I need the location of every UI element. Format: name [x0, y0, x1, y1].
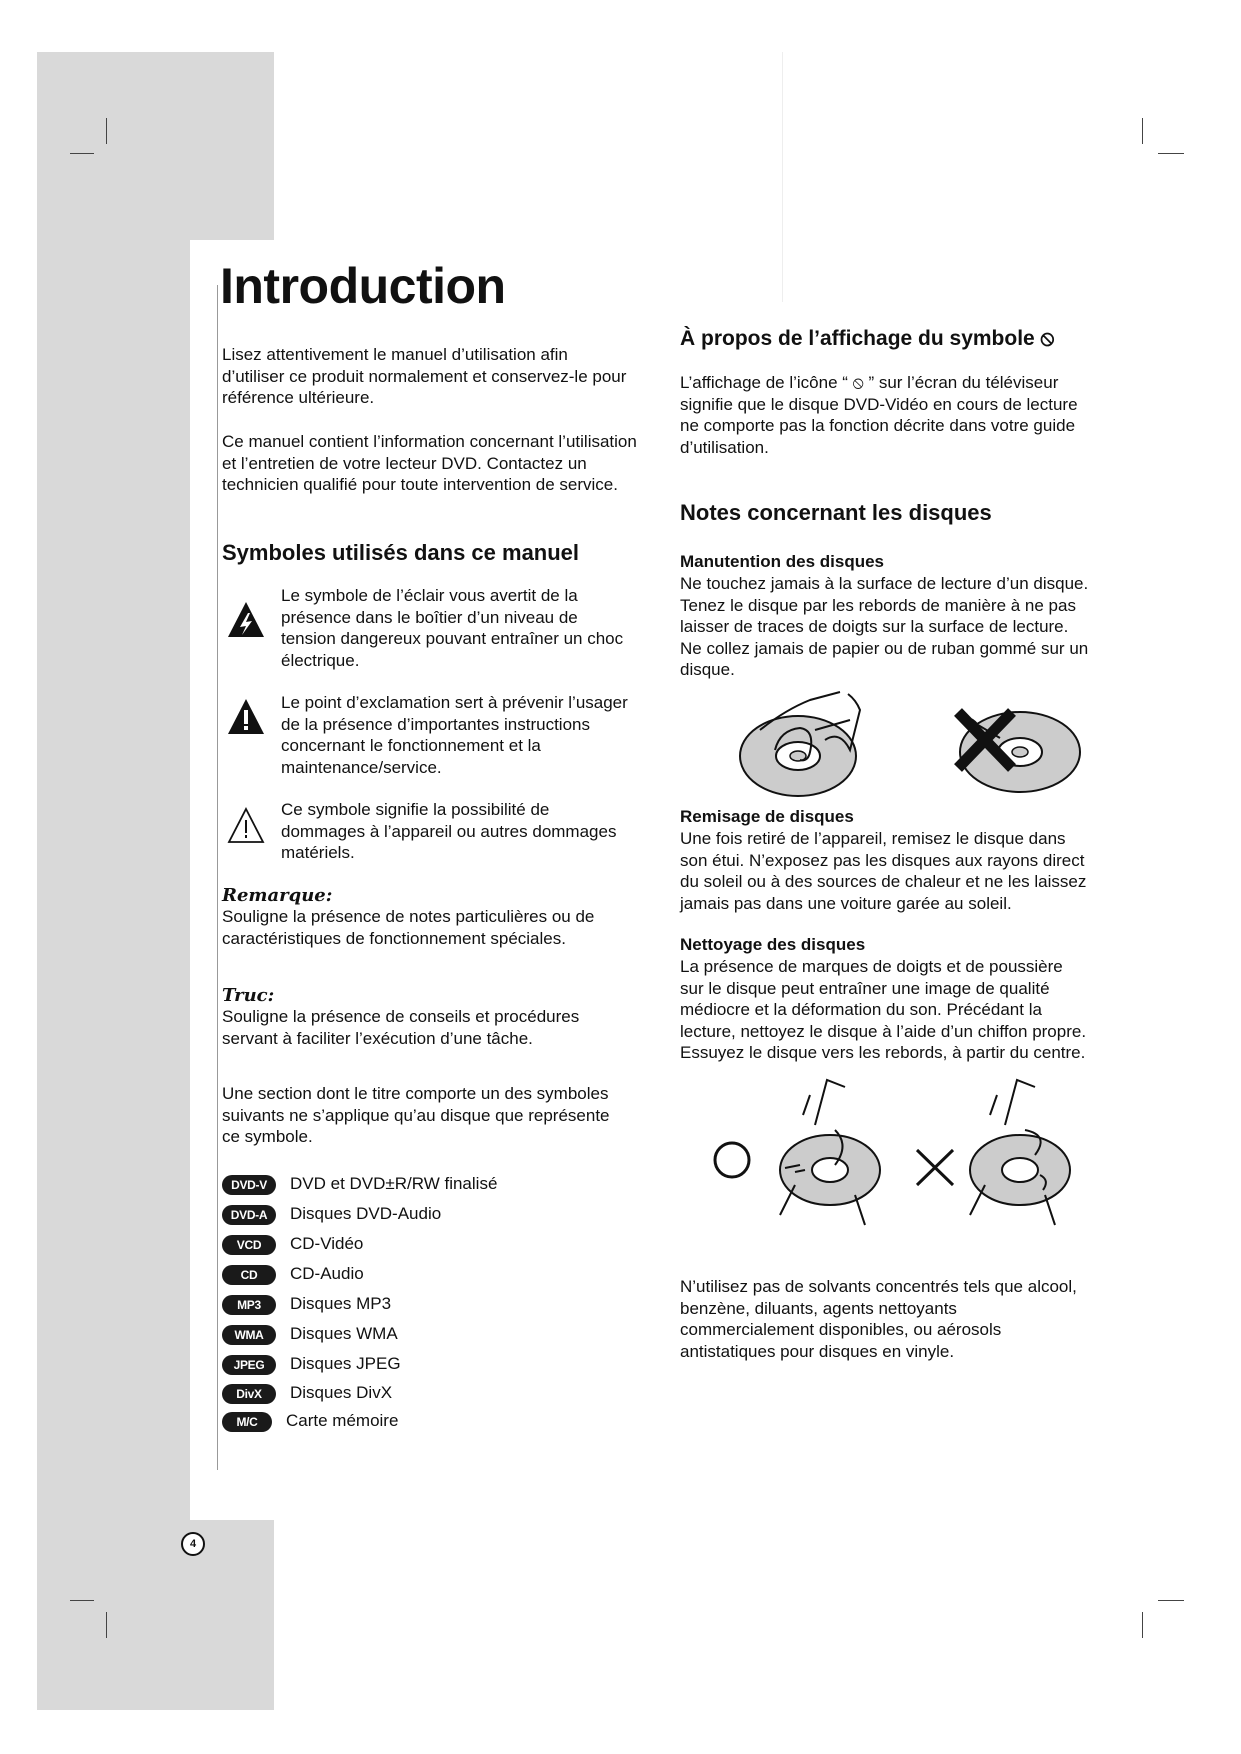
about-symbol-heading: À propos de l’affichage du symbole ⦸ [680, 327, 1055, 350]
disc-cleaning-illustration [705, 1075, 1105, 1235]
lightning-description: Le symbole de l’éclair vous avertit de la présence dans le boîtier d’un niveau de tension dangereux pouvant entraîner un choc électrique. [281, 586, 624, 670]
memory-card-badge: M/C [222, 1412, 272, 1432]
crop-mark [106, 1612, 107, 1638]
crop-mark [1142, 118, 1143, 144]
margin-panel-top [37, 52, 274, 240]
disc-handling-illustration [730, 690, 1110, 805]
truc-text: Souligne la présence de conseils et procédures servant à faciliter l’exécution d’une tâche. [222, 1007, 580, 1048]
crop-mark [70, 153, 94, 154]
exclamation-warning-icon [226, 697, 266, 737]
disc-type-label: DVD et DVD±R/RW finalisé [290, 1174, 498, 1193]
crop-mark [1158, 1600, 1184, 1601]
dvd-v-badge: DVD-V [222, 1175, 276, 1195]
solvents-note: N’utilisez pas de solvants concentrés tels que alcool, benzène, diluants, agents nettoyants commercialement disponibles, ou aérosols antistatiques pour disques en vinyle. [680, 1277, 1077, 1361]
page-title: Introduction [220, 258, 506, 314]
crop-mark [70, 1600, 94, 1601]
handling-text: Ne touchez jamais à la surface de lecture d’un disque. Tenez le disque par les rebords de manière à ne pas laisser de traces de doigts sur la surface de lecture. Ne collez jamais de papier ou de ruban gommé sur un disque. [680, 574, 1089, 679]
remarque-text: Souligne la présence de notes particulières ou de caractéristiques de fonctionnement spéciales. [222, 907, 595, 948]
crop-mark [106, 118, 107, 144]
intro-paragraph-1: Lisez attentivement le manuel d’utilisation afin d’utiliser ce produit normalement et conservez-le pour référence ultérieure. [222, 345, 627, 407]
fold-line [782, 52, 783, 302]
jpeg-badge: JPEG [222, 1355, 276, 1375]
dvd-a-badge: DVD-A [222, 1205, 276, 1225]
about-symbol-text: L’affichage de l’icône “ ⦸ ” sur l’écran du téléviseur signifie que le disque DVD-Vidéo en cours de lecture ne comporte pas la fonction décrite dans votre guide d’utilisation. [680, 373, 1078, 457]
disc-type-label: Disques WMA [290, 1324, 398, 1343]
storage-title: Remisage de disques [680, 807, 854, 826]
disc-notes-heading: Notes concernant les disques [680, 500, 992, 525]
storage-text: Une fois retiré de l’appareil, remisez le disque dans son étui. N’exposez pas les disques aux rayons direct du soleil ou à des sources de chaleur et ne les laissez jamais pas dans une voiture garée au soleil. [680, 829, 1087, 913]
cleaning-title: Nettoyage des disques [680, 935, 866, 954]
remarque-label: Remarque: [222, 885, 333, 906]
handling-title: Manutention des disques [680, 552, 885, 571]
disc-type-label: Carte mémoire [286, 1411, 399, 1430]
crop-mark [1142, 1612, 1143, 1638]
exclamation-description: Le point d’exclamation sert à prévenir l’usager de la présence d’importantes instructions concernant le fonctionnement et la maintenance/service. [281, 693, 628, 777]
wma-badge: WMA [222, 1325, 276, 1345]
caution-description: Ce symbole signifie la possibilité de dommages à l’appareil ou autres dommages matériels. [281, 800, 617, 862]
column-rule [217, 285, 218, 1470]
cd-badge: CD [222, 1265, 276, 1285]
vcd-badge: VCD [222, 1235, 276, 1255]
divx-badge: DivX [222, 1384, 276, 1404]
disc-type-label: Disques JPEG [290, 1354, 401, 1373]
section-symbols-note: Une section dont le titre comporte un des symboles suivants ne s’applique qu’au disque que représente ce symbole. [222, 1084, 610, 1146]
disc-type-label: Disques DivX [290, 1383, 393, 1402]
disc-type-label: CD-Audio [290, 1264, 364, 1283]
disc-type-label: Disques DVD-Audio [290, 1204, 442, 1223]
margin-panel-left [37, 240, 190, 1520]
intro-paragraph-2: Ce manuel contient l’information concernant l’utilisation et l’entretien de votre lecteur DVD. Contactez un technicien qualifié pour toute intervention de service. [222, 432, 637, 494]
margin-panel-bottom [37, 1520, 274, 1710]
cleaning-text: La présence de marques de doigts et de poussière sur le disque peut entraîner une image de qualité médiocre et la déformation du son. Précédant la lecture, nettoyez le disque à l’aide d’un chiffon propre. Essuyez le disque vers les rebords, à partir du centre. [680, 957, 1087, 1062]
page-number: 4 [181, 1532, 205, 1556]
truc-label: Truc: [222, 985, 275, 1006]
caution-outline-icon [226, 806, 266, 846]
mp3-badge: MP3 [222, 1295, 276, 1315]
lightning-warning-icon [226, 600, 266, 640]
disc-type-label: Disques MP3 [290, 1294, 392, 1313]
disc-type-label: CD-Vidéo [290, 1234, 364, 1253]
crop-mark [1158, 153, 1184, 154]
symbols-heading: Symboles utilisés dans ce manuel [222, 540, 580, 565]
